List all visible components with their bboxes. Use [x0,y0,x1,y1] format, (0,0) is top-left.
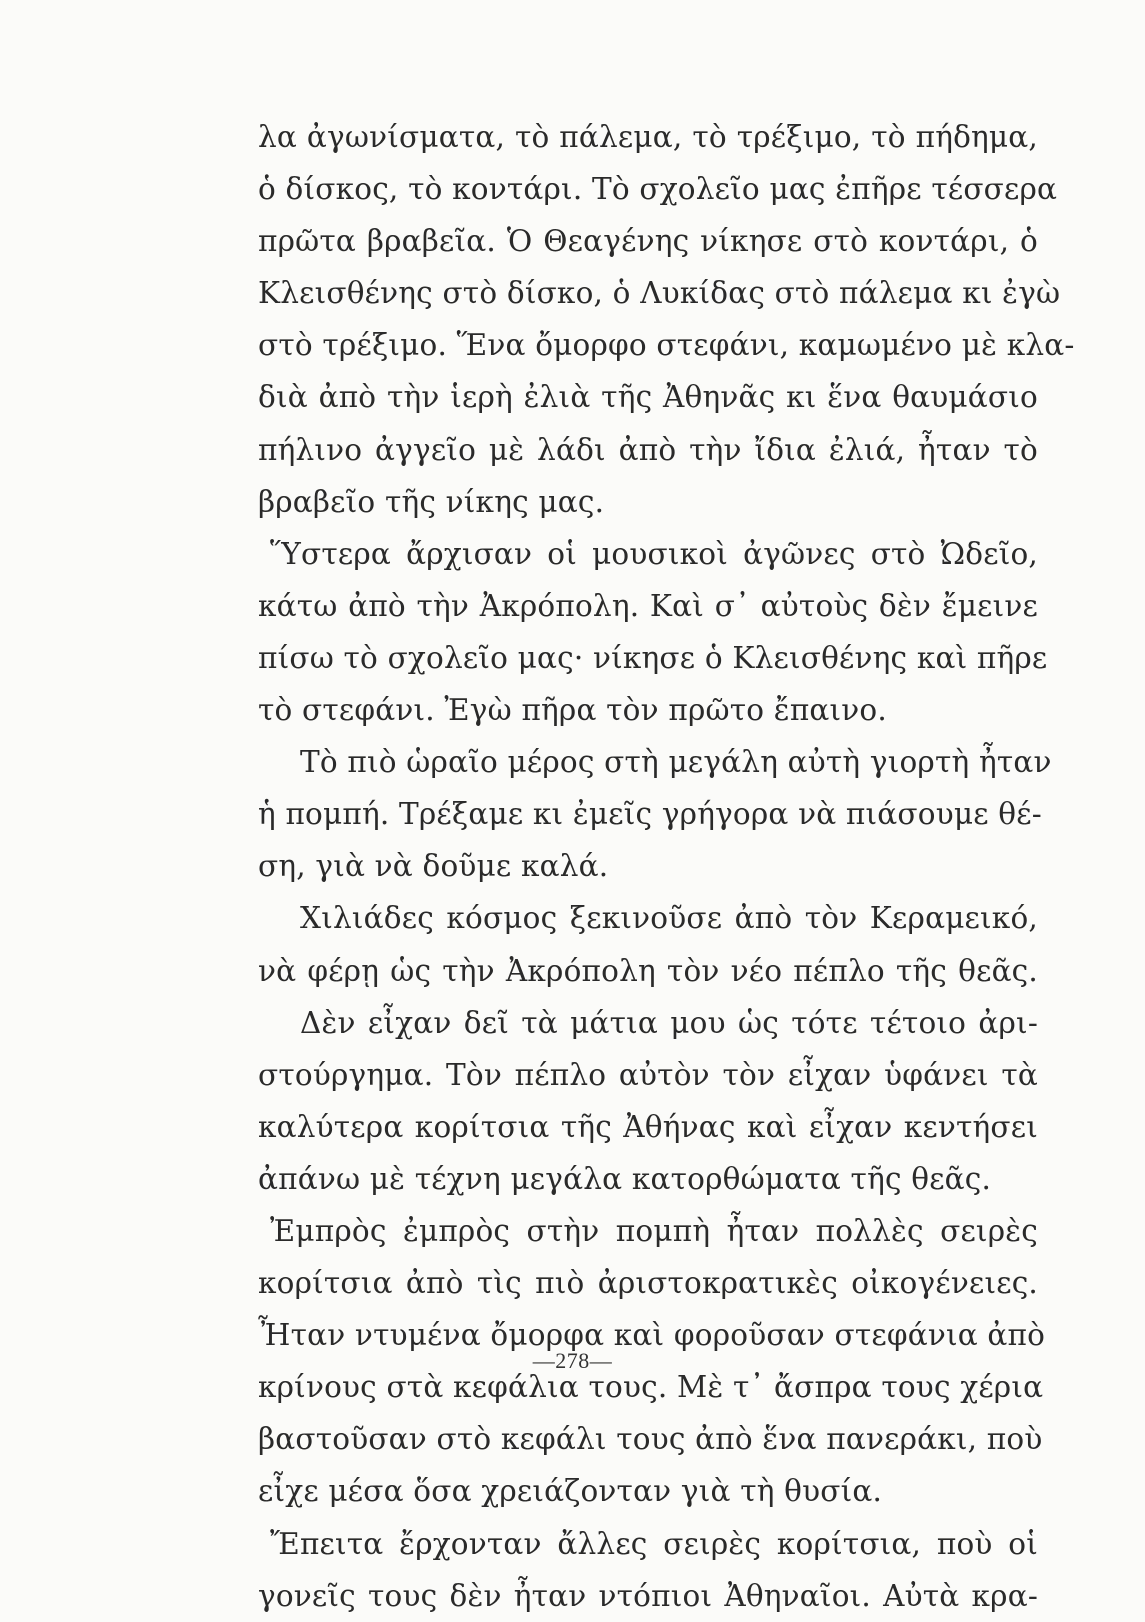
text-line: λα ἀγωνίσματα, τὸ πάλεμα, τὸ τρέξιμο, τὸ πήδημα, [258,120,1038,154]
text-line: κορίτσια ἀπὸ τὶς πιὸ ἀριστοκρατικὲς οἰκογένειες. [258,1266,1038,1301]
text-line: ση, γιὰ νὰ δοῦμε καλά. [258,849,609,884]
paragraph-first-line: Χιλιάδες κόσμος ξεκινοῦσε ἀπὸ τὸν Κεραμεικό, [300,901,1038,936]
text-line: ὁ δίσκος, τὸ κοντάρι. Τὸ σχολεῖο μας ἐπῆρε τέσσερα [258,172,1058,207]
text-line: κάτω ἀπὸ τὴν Ἀκρόπολη. Καὶ σ᾽ αὐτοὺς δὲν ἔμεινε [258,588,1038,623]
text-line: Ἦταν ντυμένα ὄμορφα καὶ φοροῦσαν στεφάνια ἀπὸ [258,1318,1046,1353]
text-line: πρῶτα βραβεῖα. Ὁ Θεαγένης νίκησε στὸ κοντάρι, ὁ [258,224,1038,259]
text-line: πίσω τὸ σχολεῖο μας· νίκησε ὁ Κλεισθένης καὶ πῆρε [258,640,1048,675]
paragraph-first-line: Τὸ πιὸ ὡραῖο μέρος στὴ μεγάλη αὐτὴ γιορτὴ ἦταν [300,745,1052,780]
text-line: βαστοῦσαν στὸ κεφάλι τους ἀπὸ ἕνα πανεράκι, ποὺ [258,1422,1043,1457]
paragraph-first-line: Ἔπειτα ἔρχονταν ἄλλες σειρὲς κορίτσια, ποὺ οἱ [270,1526,1038,1561]
text-line: γονεῖς τους δὲν ἦταν ντόπιοι Ἀθηναῖοι. Αὐτὰ κρα- [258,1578,1038,1613]
body-text [258,111,1075,1622]
text-line: στὸ τρέξιμο. Ἕνα ὄμορφο στεφάνι, καμωμένο μὲ κλα- [258,328,1075,363]
paragraph-first-line: Ὕστερα ἄρχισαν οἱ μουσικοὶ ἀγῶνες στὸ Ὠδεῖο, [270,536,1038,571]
text-line: πήλινο ἀγγεῖο μὲ λάδι ἀπὸ τὴν ἴδια ἐλιά, ἦταν τὸ [258,432,1038,467]
text-line: νὰ φέρῃ ὡς τὴν Ἀκρόπολη τὸν νέο πέπλο τῆς θεᾶς. [258,953,1038,988]
text-line: καλύτερα κορίτσια τῆς Ἀθήνας καὶ εἶχαν κεντήσει [258,1109,1038,1144]
page-number: —278— [532,1348,613,1373]
text-line: στούργημα. Τὸν πέπλο αὐτὸν τὸν εἶχαν ὑφάνει τὰ [258,1057,1038,1092]
text-line: διὰ ἀπὸ τὴν ἱερὴ ἐλιὰ τῆς Ἀθηνᾶς κι ἕνα θαυμάσιο [258,380,1038,415]
text-line: ἀπάνω μὲ τέχνη μεγάλα κατορθώματα τῆς θεᾶς. [258,1161,992,1196]
text-line: τὸ στεφάνι. Ἐγὼ πῆρα τὸν πρῶτο ἔπαινο. [258,693,887,728]
paragraph-first-line: Δὲν εἶχαν δεῖ τὰ μάτια μου ὡς τότε τέτοιο ἀρι- [300,1005,1038,1040]
text-line: ἡ πομπή. Τρέξαμε κι ἐμεῖς γρήγορα νὰ πιάσουμε θέ- [258,797,1042,832]
text-line: κρίνους στὰ κεφάλια τους. Μὲ τ᾽ ἄσπρα τους χέρια [258,1370,1044,1405]
paragraph-first-line: Ἐμπρὸς ἐμπρὸς στὴν πομπὴ ἦταν πολλὲς σειρὲς [270,1213,1038,1248]
text-line: εἶχε μέσα ὅσα χρειάζονταν γιὰ τὴ θυσία. [258,1474,883,1509]
text-line: βραβεῖο τῆς νίκης μας. [258,484,605,519]
text-line: Κλεισθένης στὸ δίσκο, ὁ Λυκίδας στὸ πάλεμα κι ἐγὼ [258,276,1061,311]
